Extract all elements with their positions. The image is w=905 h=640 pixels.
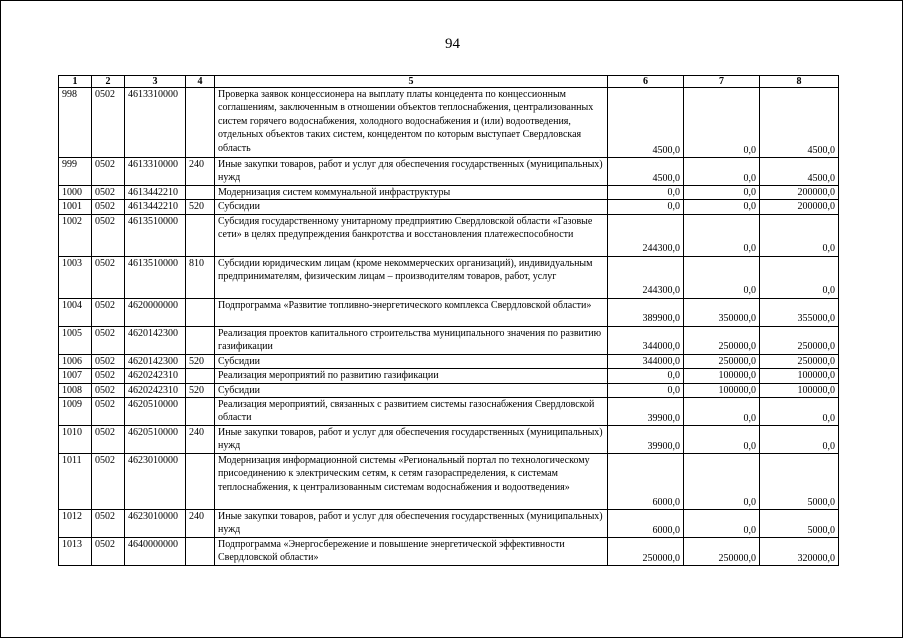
target-code-cell: 4620000000 — [125, 298, 186, 326]
description-cell: Проверка заявок концессионера на выплату платы концедента по концессионным соглашениям, заключенным в отношении объектов теплоснабжения, централизованных систем горячего водоснабжения, холодного водоснабжения и (или) водоотведения, отдельных объектов таких систем, концедентом по которым выступает Свердловская область — [215, 88, 608, 158]
table-row — [59, 186, 839, 200]
target-code-cell: 4620242310 — [125, 383, 186, 397]
expense-type-cell — [186, 454, 215, 510]
row-number-cell: 999 — [59, 158, 92, 186]
column-header: 6 — [608, 76, 684, 88]
table-row — [59, 200, 839, 214]
amount-col7-cell: 0,0 — [684, 200, 760, 214]
table-row — [59, 256, 839, 298]
amount-col7-cell: 0,0 — [684, 158, 760, 186]
expense-type-cell: 240 — [186, 158, 215, 186]
table-row — [59, 88, 839, 158]
table-header-row — [59, 76, 839, 88]
target-code-cell: 4613310000 — [125, 88, 186, 158]
section-code-cell: 0502 — [92, 200, 125, 214]
amount-col8-cell: 0,0 — [760, 398, 839, 426]
description-cell: Субсидии юридическим лицам (кроме некоммерческих организаций), индивидуальным предпринимателям, физическим лицам – производителям товаров, работ, услуг — [215, 256, 608, 298]
section-code-cell: 0502 — [92, 298, 125, 326]
target-code-cell: 4620142300 — [125, 326, 186, 354]
description-cell: Субсидии — [215, 383, 608, 397]
amount-col7-cell: 0,0 — [684, 454, 760, 510]
amount-col6-cell: 250000,0 — [608, 538, 684, 566]
expense-type-cell — [186, 298, 215, 326]
row-number-cell: 1009 — [59, 398, 92, 426]
amount-col6-cell: 344000,0 — [608, 354, 684, 368]
amount-col6-cell: 344000,0 — [608, 326, 684, 354]
amount-col8-cell: 200000,0 — [760, 186, 839, 200]
amount-col6-cell: 0,0 — [608, 369, 684, 383]
table-row — [59, 354, 839, 368]
target-code-cell: 4620142300 — [125, 354, 186, 368]
table-row — [59, 426, 839, 454]
description-cell: Подпрограмма «Энергосбережение и повышение энергетической эффективности Свердловской области» — [215, 538, 608, 566]
section-code-cell: 0502 — [92, 88, 125, 158]
row-number-cell: 998 — [59, 88, 92, 158]
amount-col8-cell: 100000,0 — [760, 383, 839, 397]
amount-col7-cell: 250000,0 — [684, 538, 760, 566]
table-row — [59, 454, 839, 510]
amount-col8-cell: 5000,0 — [760, 510, 839, 538]
target-code-cell: 4613442210 — [125, 186, 186, 200]
expense-type-cell — [186, 369, 215, 383]
description-cell: Реализация мероприятий по развитию газификации — [215, 369, 608, 383]
expense-type-cell: 520 — [186, 354, 215, 368]
amount-col8-cell: 250000,0 — [760, 326, 839, 354]
row-number-cell: 1010 — [59, 426, 92, 454]
target-code-cell: 4613442210 — [125, 200, 186, 214]
description-cell: Реализация проектов капитального строительства муниципального значения по развитию газификации — [215, 326, 608, 354]
description-cell: Реализация мероприятий, связанных с развитием системы газоснабжения Свердловской области — [215, 398, 608, 426]
target-code-cell: 4613510000 — [125, 256, 186, 298]
expense-type-cell: 520 — [186, 383, 215, 397]
expense-type-cell — [186, 326, 215, 354]
expense-type-cell: 240 — [186, 510, 215, 538]
amount-col6-cell: 0,0 — [608, 383, 684, 397]
section-code-cell: 0502 — [92, 214, 125, 256]
target-code-cell: 4620242310 — [125, 369, 186, 383]
target-code-cell: 4613510000 — [125, 214, 186, 256]
expense-type-cell — [186, 538, 215, 566]
amount-col6-cell: 39900,0 — [608, 398, 684, 426]
section-code-cell: 0502 — [92, 158, 125, 186]
amount-col6-cell: 4500,0 — [608, 88, 684, 158]
row-number-cell: 1004 — [59, 298, 92, 326]
amount-col7-cell: 0,0 — [684, 186, 760, 200]
column-header: 5 — [215, 76, 608, 88]
amount-col7-cell: 250000,0 — [684, 354, 760, 368]
description-cell: Модернизация информационной системы «Региональный портал по технологическому присоединению к электрическим сетям, к сетям газораспределения, к системам теплоснабжения, к централизованным системам водоснабжения и водоотведения» — [215, 454, 608, 510]
amount-col6-cell: 244300,0 — [608, 214, 684, 256]
table-row — [59, 298, 839, 326]
amount-col8-cell: 0,0 — [760, 426, 839, 454]
row-number-cell: 1012 — [59, 510, 92, 538]
amount-col8-cell: 100000,0 — [760, 369, 839, 383]
amount-col6-cell: 0,0 — [608, 200, 684, 214]
description-cell: Субсидии — [215, 200, 608, 214]
table-row — [59, 398, 839, 426]
table-row — [59, 369, 839, 383]
section-code-cell: 0502 — [92, 538, 125, 566]
amount-col7-cell: 100000,0 — [684, 369, 760, 383]
section-code-cell: 0502 — [92, 454, 125, 510]
row-number-cell: 1003 — [59, 256, 92, 298]
section-code-cell: 0502 — [92, 383, 125, 397]
row-number-cell: 1000 — [59, 186, 92, 200]
row-number-cell: 1001 — [59, 200, 92, 214]
target-code-cell: 4620510000 — [125, 398, 186, 426]
table-row — [59, 383, 839, 397]
section-code-cell: 0502 — [92, 256, 125, 298]
amount-col8-cell: 4500,0 — [760, 158, 839, 186]
table-row — [59, 214, 839, 256]
column-header: 4 — [186, 76, 215, 88]
section-code-cell: 0502 — [92, 186, 125, 200]
amount-col7-cell: 0,0 — [684, 510, 760, 538]
amount-col6-cell: 244300,0 — [608, 256, 684, 298]
amount-col7-cell: 250000,0 — [684, 326, 760, 354]
expense-type-cell: 810 — [186, 256, 215, 298]
amount-col8-cell: 320000,0 — [760, 538, 839, 566]
column-header: 7 — [684, 76, 760, 88]
amount-col6-cell: 6000,0 — [608, 454, 684, 510]
row-number-cell: 1007 — [59, 369, 92, 383]
row-number-cell: 1013 — [59, 538, 92, 566]
expense-type-cell: 240 — [186, 426, 215, 454]
amount-col6-cell: 4500,0 — [608, 158, 684, 186]
amount-col7-cell: 350000,0 — [684, 298, 760, 326]
amount-col8-cell: 0,0 — [760, 256, 839, 298]
target-code-cell: 4620510000 — [125, 426, 186, 454]
table-row — [59, 538, 839, 566]
description-cell: Субсидии — [215, 354, 608, 368]
description-cell: Иные закупки товаров, работ и услуг для обеспечения государственных (муниципальных) нужд — [215, 426, 608, 454]
row-number-cell: 1002 — [59, 214, 92, 256]
amount-col6-cell: 39900,0 — [608, 426, 684, 454]
row-number-cell: 1006 — [59, 354, 92, 368]
table-row — [59, 510, 839, 538]
table-row — [59, 326, 839, 354]
table-row — [59, 158, 839, 186]
section-code-cell: 0502 — [92, 398, 125, 426]
description-cell: Подпрограмма «Развитие топливно-энергетического комплекса Свердловской области» — [215, 298, 608, 326]
section-code-cell: 0502 — [92, 426, 125, 454]
budget-table — [58, 75, 839, 566]
column-header: 3 — [125, 76, 186, 88]
amount-col6-cell: 389900,0 — [608, 298, 684, 326]
amount-col8-cell: 0,0 — [760, 214, 839, 256]
expense-type-cell — [186, 186, 215, 200]
row-number-cell: 1011 — [59, 454, 92, 510]
amount-col7-cell: 0,0 — [684, 214, 760, 256]
row-number-cell: 1005 — [59, 326, 92, 354]
target-code-cell: 4613310000 — [125, 158, 186, 186]
section-code-cell: 0502 — [92, 354, 125, 368]
expense-type-cell: 520 — [186, 200, 215, 214]
expense-type-cell — [186, 88, 215, 158]
column-header: 2 — [92, 76, 125, 88]
amount-col8-cell: 4500,0 — [760, 88, 839, 158]
row-number-cell: 1008 — [59, 383, 92, 397]
description-cell: Иные закупки товаров, работ и услуг для обеспечения государственных (муниципальных) нужд — [215, 158, 608, 186]
section-code-cell: 0502 — [92, 510, 125, 538]
amount-col8-cell: 5000,0 — [760, 454, 839, 510]
amount-col7-cell: 0,0 — [684, 398, 760, 426]
description-cell: Модернизация систем коммунальной инфраструктуры — [215, 186, 608, 200]
amount-col6-cell: 0,0 — [608, 186, 684, 200]
column-header: 8 — [760, 76, 839, 88]
amount-col8-cell: 355000,0 — [760, 298, 839, 326]
amount-col7-cell: 0,0 — [684, 256, 760, 298]
section-code-cell: 0502 — [92, 326, 125, 354]
column-header: 1 — [59, 76, 92, 88]
description-cell: Субсидия государственному унитарному предприятию Свердловской области «Газовые сети» в целях предупреждения банкротства и восстановления платежеспособности — [215, 214, 608, 256]
expense-type-cell — [186, 398, 215, 426]
expense-type-cell — [186, 214, 215, 256]
amount-col7-cell: 100000,0 — [684, 383, 760, 397]
target-code-cell: 4623010000 — [125, 510, 186, 538]
target-code-cell: 4640000000 — [125, 538, 186, 566]
section-code-cell: 0502 — [92, 369, 125, 383]
amount-col7-cell: 0,0 — [684, 88, 760, 158]
amount-col8-cell: 200000,0 — [760, 200, 839, 214]
description-cell: Иные закупки товаров, работ и услуг для обеспечения государственных (муниципальных) нужд — [215, 510, 608, 538]
amount-col7-cell: 0,0 — [684, 426, 760, 454]
amount-col8-cell: 250000,0 — [760, 354, 839, 368]
amount-col6-cell: 6000,0 — [608, 510, 684, 538]
target-code-cell: 4623010000 — [125, 454, 186, 510]
page-number: 94 — [445, 36, 460, 52]
